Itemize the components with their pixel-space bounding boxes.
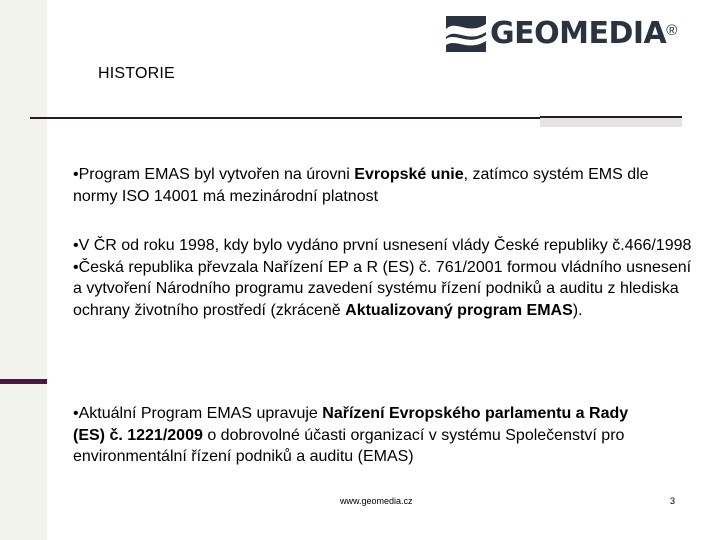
p3-text-start: •Aktuální Program EMAS upravuje <box>73 405 323 422</box>
p1-bold-eu: Evropské unie <box>354 166 464 183</box>
p2-line-1998: •V ČR od roku 1998, kdy bylo vydáno první usnesení vlády České republiky č.466/1998 <box>73 237 692 254</box>
p3-bold-regulation: Nařízení Evropského parlamentu a Rady (ES) č. 1221/2009 <box>73 405 629 444</box>
geomedia-wave-icon <box>446 16 486 52</box>
title-divider-accent-line <box>540 116 682 118</box>
left-sidebar-band <box>0 0 47 540</box>
p1-text-end: , zatímco systém EMS dle normy ISO 14001 má mezinárodní platnost <box>73 166 649 205</box>
p2-adoption <box>73 257 693 322</box>
title-divider <box>30 117 540 119</box>
footer-url: www.geomedia.cz <box>340 496 413 506</box>
paragraph-emas-origin <box>73 164 653 207</box>
p2-text-end: ). <box>572 301 583 319</box>
page-number: 3 <box>670 496 676 506</box>
logo-wordmark: GEOMEDIA <box>490 16 667 51</box>
slide-title: HISTORIE <box>98 65 175 82</box>
p3-text-end: o dobrovolné účasti organizací v systému Společenství pro environmentální řízení podniků a auditu (EMAS) <box>73 426 625 465</box>
paragraph-current-regulation <box>73 403 653 468</box>
geomedia-logo <box>446 14 702 54</box>
p2-text-start: •Česká republika převzala Nařízení EP a R (ES) č. 761/2001 formou vládního usnesení a vytvoření Národního programu zavedení systému řízení podniků a auditu z hlediska ochrany životního prostředí (zkráceně <box>73 258 692 319</box>
registered-mark: ® <box>666 21 678 39</box>
p1-text-start: •Program EMAS byl vytvořen na úrovni <box>73 166 355 183</box>
p2-bold-program: Aktualizovaný program EMAS <box>345 301 573 319</box>
left-accent-bar <box>0 379 47 384</box>
paragraph-czech-history <box>73 235 693 321</box>
